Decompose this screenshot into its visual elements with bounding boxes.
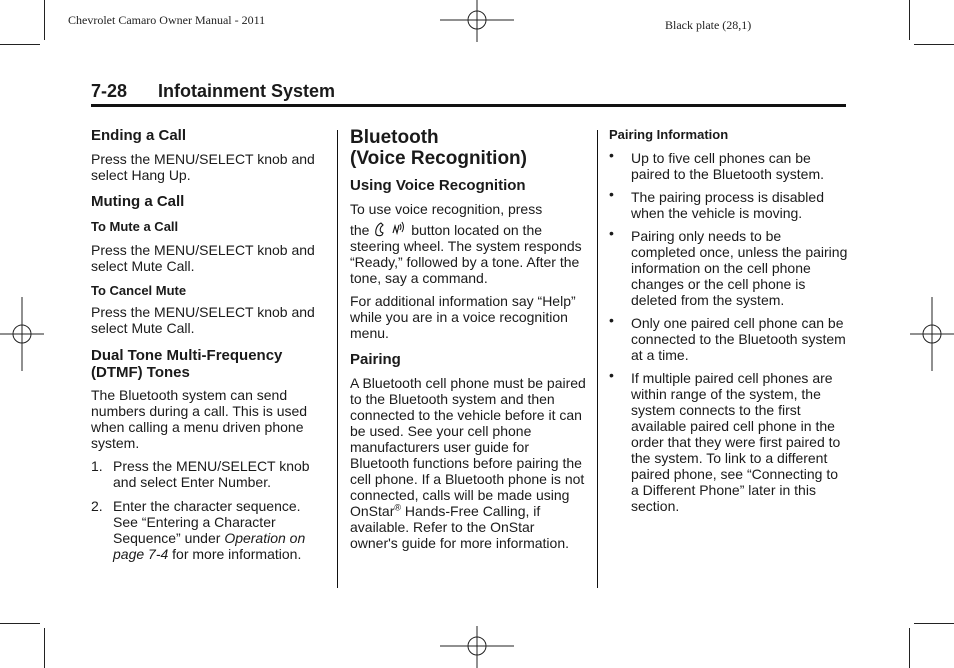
pairing-text-1: A Bluetooth cell phone must be paired to the Bluetooth system and then connected to the vehicle before it can be used. See your cell phone manufacturers user guide for Bluetooth functions before pairing the cell phone. If a Bluetooth phone is not connected, calls will be made using OnStar [350, 375, 586, 519]
column-3 [609, 126, 849, 514]
pairing-text-2: Hands-Free Calling, if available. Refer to the OnStar owner's guide for more information. [350, 503, 569, 551]
page-number: 7-28 [91, 81, 128, 101]
crop-mark-tl-v [44, 0, 45, 40]
step-2-number: 2. [91, 498, 103, 514]
to-mute-text: Press the MENU/SELECT knob and select Mute Call. [91, 242, 315, 274]
list-item [609, 367, 849, 514]
registration-mark-left [0, 297, 44, 371]
crop-mark-bl-h [0, 623, 40, 624]
section-header [91, 80, 846, 107]
using-voice-the: the [350, 222, 370, 238]
registered-mark: ® [394, 502, 401, 513]
manual-title: Chevrolet Camaro Owner Manual - 2011 [68, 13, 266, 27]
list-item [609, 225, 849, 308]
column-divider-1 [337, 130, 338, 588]
list-item [609, 147, 849, 182]
bullet: • [609, 367, 614, 383]
using-voice-text-1: To use voice recognition, press [350, 201, 543, 217]
list-item [609, 312, 849, 363]
crop-mark-br-v [909, 628, 910, 668]
heading-pairing-info: Pairing Information [609, 127, 729, 142]
column-1 [91, 126, 329, 562]
crop-mark-br-h [914, 623, 954, 624]
phone-voice-icon [373, 221, 407, 237]
bullet: • [609, 186, 614, 202]
list-item-text: Up to five cell phones can be paired to the Bluetooth system. [631, 150, 824, 182]
step-1 [91, 458, 329, 490]
plate-label: Black plate (28,1) [665, 18, 752, 32]
step-1-text: Press the MENU/SELECT knob and select Enter Number. [113, 458, 310, 490]
bullet: • [609, 147, 614, 163]
step-2-text: Enter the character sequence. See “Entering a Character Sequence” under [113, 498, 301, 546]
list-item-text: If multiple paired cell phones are within range of the system, the system connects to the first available paired cell phone in the order that they were first paired to the system. To link to a different paired phone, see “Connecting to a Different Phone” later in this section. [631, 370, 841, 514]
step-2-link-ref[interactable]: Operation on page 7-4 [113, 530, 306, 562]
heading-using-voice: Using Voice Recognition [350, 177, 526, 194]
heading-muting-call: Muting a Call [91, 193, 185, 210]
column-2 [350, 126, 586, 551]
crop-mark-tl-h [0, 44, 40, 45]
heading-cancel-mute: To Cancel Mute [91, 283, 187, 298]
list-item-text: Pairing only needs to be completed once, unless the pairing information on the cell phone changes or the cell phone is deleted from the system. [631, 228, 848, 308]
crop-mark-bl-v [44, 628, 45, 668]
pairing-text [350, 375, 586, 551]
list-item [609, 186, 849, 221]
crop-mark-tr-v [909, 0, 910, 40]
list-item-text: Only one paired cell phone can be connected to the Bluetooth system at a time. [631, 315, 846, 363]
section-title: Infotainment System [158, 81, 336, 101]
registration-mark-bottom [440, 624, 514, 668]
ending-call-text: Press the MENU/SELECT knob and select Hang Up. [91, 151, 315, 183]
using-voice-text-2: button located on the steering wheel. The system responds “Ready,” followed by a tone. After the tone, say a command. [350, 222, 582, 286]
column-divider-2 [597, 130, 598, 588]
step-2 [91, 498, 329, 562]
list-item-text: The pairing process is disabled when the vehicle is moving. [631, 189, 824, 221]
heading-pairing: Pairing [350, 351, 401, 368]
heading-to-mute: To Mute a Call [91, 219, 179, 234]
bullet: • [609, 225, 614, 241]
registration-mark-right [910, 297, 954, 371]
main-heading-line1: Bluetooth [350, 127, 439, 148]
bullet: • [609, 312, 614, 328]
step-1-number: 1. [91, 458, 103, 474]
help-text: For additional information say “Help” while you are in a voice recognition menu. [350, 293, 576, 341]
dtmf-text: The Bluetooth system can send numbers during a call. This is used when calling a menu driven phone system. [91, 387, 308, 451]
using-voice-text [350, 221, 586, 286]
main-heading [350, 127, 586, 169]
heading-ending-call: Ending a Call [91, 127, 187, 144]
main-heading-line2: (Voice Recognition) [350, 148, 527, 169]
crop-mark-tr-h [914, 44, 954, 45]
heading-dtmf: Dual Tone Multi-Frequency (DTMF) Tones [91, 347, 283, 381]
step-2-text-end: for more information. [168, 546, 302, 562]
cancel-mute-text: Press the MENU/SELECT knob and select Mute Call. [91, 304, 315, 336]
registration-mark-top [440, 0, 514, 44]
